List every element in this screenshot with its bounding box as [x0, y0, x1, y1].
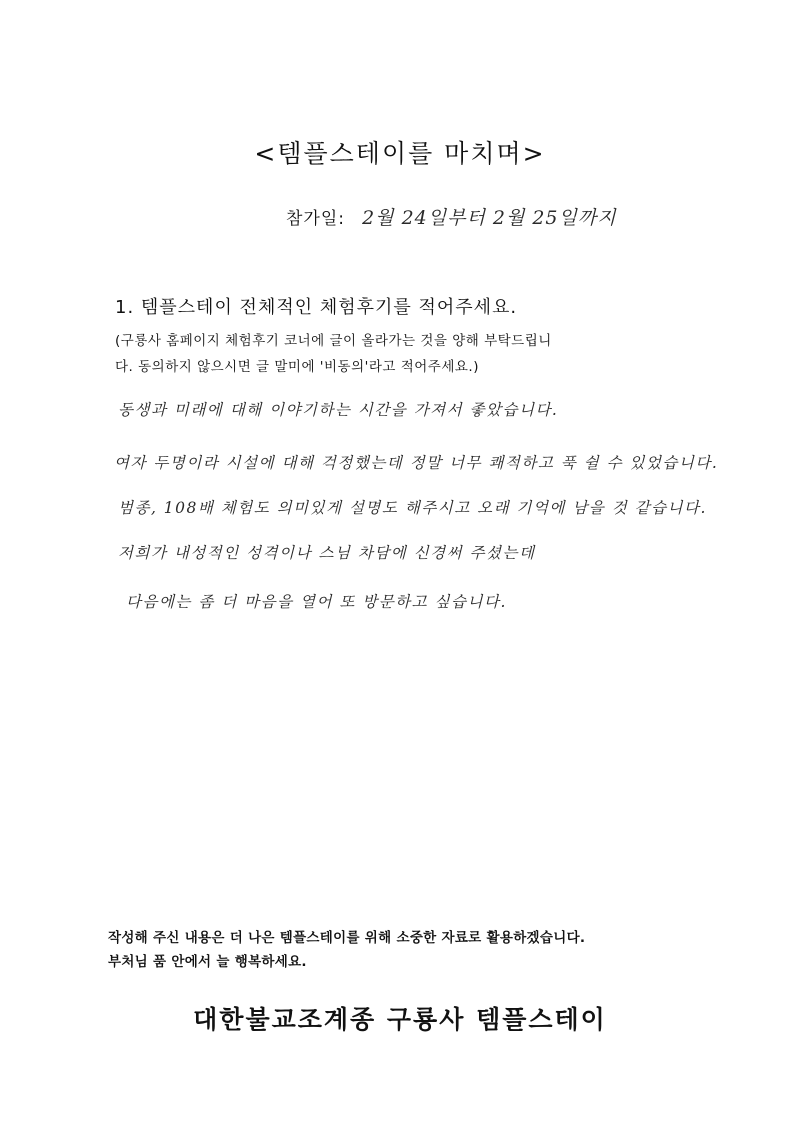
question-note — [115, 328, 715, 380]
footer-note-line-1: 작성해 주신 내용은 더 나은 템플스테이를 위해 소중한 자료로 활용하겠습니다. — [108, 930, 586, 946]
handwritten-answer-line-1: 동생과 미래에 대해 이야기하는 시간을 가져서 좋았습니다. — [118, 401, 559, 419]
handwritten-answer-line-3: 범종, 108배 체험도 의미있게 설명도 해주시고 오래 기억에 남을 것 같습니다. — [118, 499, 707, 517]
handwritten-answer-line-5: 다음에는 좀 더 마음을 열어 또 방문하고 싶습니다. — [126, 593, 507, 611]
handwritten-answer-line-4: 저희가 내성적인 성격이나 스님 차담에 신경써 주셨는데 — [118, 544, 536, 562]
organization-name: 대한불교조계종 구룡사 템플스테이 — [193, 1005, 607, 1034]
footer-note — [108, 926, 585, 974]
question-heading: 1. 템플스테이 전체적인 체험후기를 적어주세요. — [115, 297, 518, 318]
date-label: 참가일: — [286, 209, 345, 229]
date-handwritten-value: 2월 24일부터 2월 25일까지 — [362, 207, 617, 229]
handwritten-answer-line-2: 여자 두명이라 시설에 대해 걱정했는데 정말 너무 쾌적하고 푹 쉴 수 있었습니다. — [114, 454, 719, 472]
form-title: <템플스테이를 마치며> — [254, 139, 546, 168]
footer-note-line-2: 부처님 품 안에서 늘 행복하세요. — [108, 954, 307, 970]
participation-date-row — [286, 203, 617, 230]
question-note-line-1: (구룡사 홈페이지 체험후기 코너에 글이 올라가는 것을 양해 부탁드립니 — [115, 333, 552, 349]
question-note-line-2: 다. 동의하지 않으시면 글 말미에 '비동의'라고 적어주세요.) — [115, 359, 479, 375]
